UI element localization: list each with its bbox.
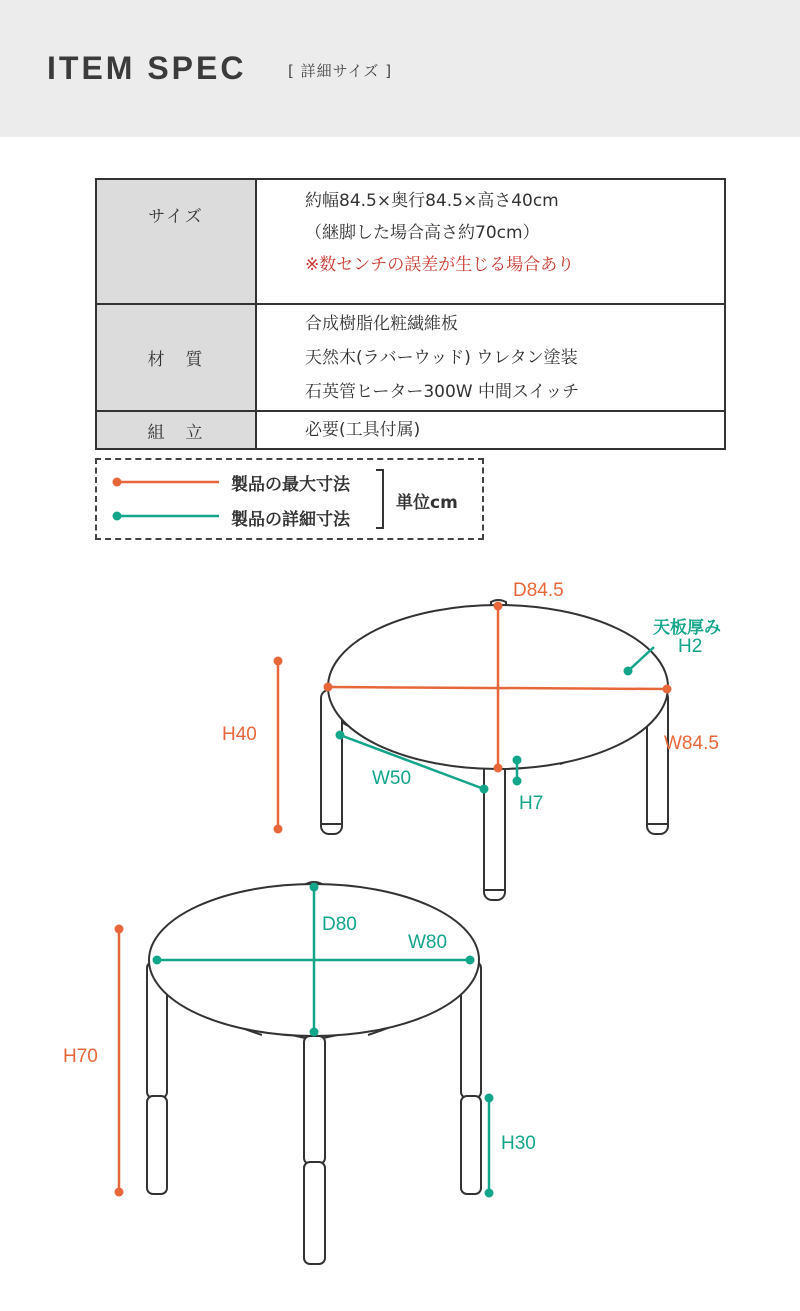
- low-height-label: H40: [222, 724, 257, 745]
- high-extension-label: H30: [501, 1133, 536, 1154]
- low-thickness-label: H2: [678, 636, 703, 657]
- material-line-2: 天然木(ラバーウッド) ウレタン塗装: [305, 348, 578, 368]
- high-depth-label: D80: [322, 914, 357, 935]
- material-line-1: 合成樹脂化粧繊維板: [305, 314, 458, 334]
- page-title: ITEM SPEC: [47, 50, 247, 86]
- low-frame-width-label: W50: [372, 768, 412, 789]
- size-note: ※数センチの誤差が生じる場合あり: [305, 255, 575, 275]
- legend-max-label: 製品の最大寸法: [231, 475, 350, 495]
- low-depth-label: D84.5: [513, 580, 564, 601]
- material-line-3: 石英管ヒーター300W 中間スイッチ: [305, 382, 580, 402]
- spec-label-material: 材 質: [96, 304, 256, 411]
- low-width-label: W84.5: [664, 733, 719, 754]
- low-thickness-caption: 天板厚み: [653, 618, 721, 638]
- low-table-drawing: [321, 600, 668, 900]
- legend-detail-label: 製品の詳細寸法: [231, 510, 350, 530]
- spec-label-size: サイズ: [96, 179, 256, 304]
- high-height-label: H70: [63, 1046, 98, 1067]
- size-line-1: 約幅84.5×奥行84.5×高さ40cm: [305, 191, 559, 211]
- size-line-2: （継脚した場合高さ約70cm）: [305, 223, 540, 243]
- page-subtitle: [ 詳細サイズ ]: [288, 62, 393, 80]
- legend-unit: 単位cm: [396, 493, 458, 513]
- high-width-label: W80: [408, 932, 448, 953]
- assembly-line-1: 必要(工具付属): [305, 420, 421, 440]
- spec-label-assembly: 組 立: [96, 411, 256, 449]
- low-frame-height-label: H7: [519, 793, 544, 814]
